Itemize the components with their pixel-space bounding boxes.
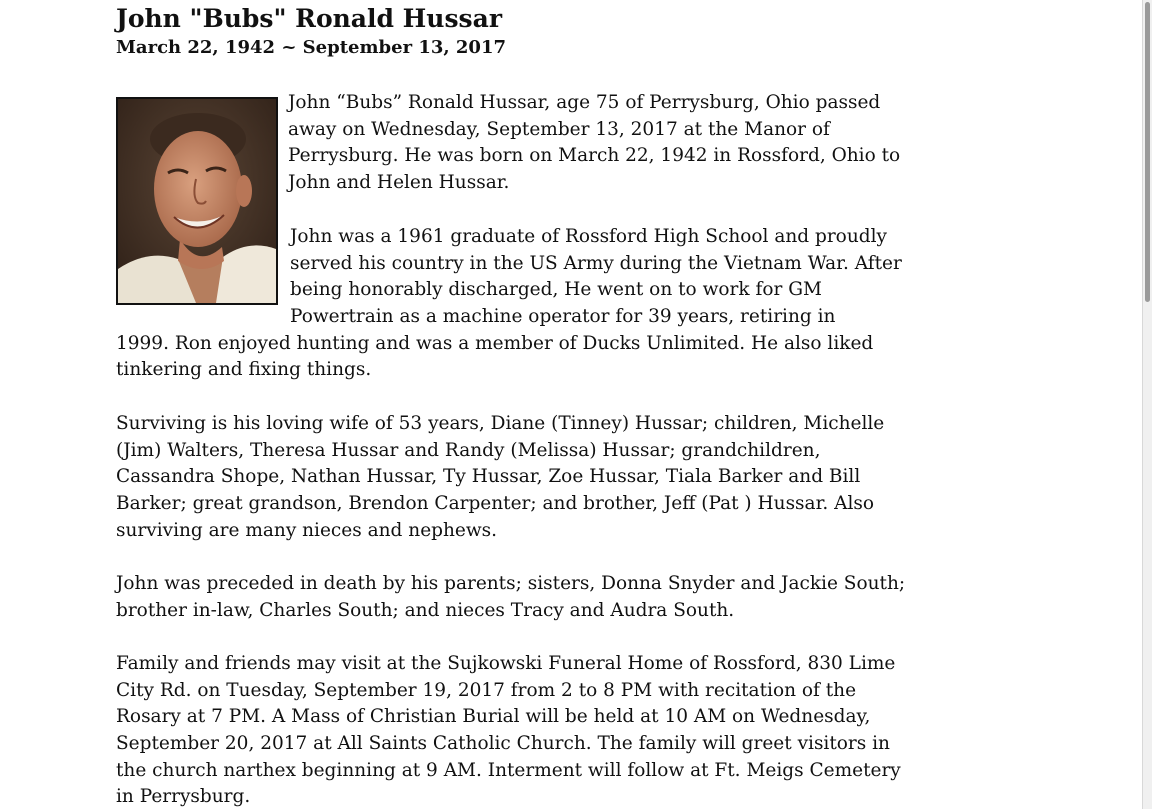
text-line: Cassandra Shope, Nathan Hussar, Ty Hussar, Zoe Hussar, Tiala Barker and Bill [116, 466, 861, 488]
text-line: being honorably discharged, He went on to work for GM [290, 279, 822, 301]
text-line: City Rd. on Tuesday, September 19, 2017 from 2 to 8 PM with recitation of the [116, 679, 857, 701]
text-line: Powertrain as a machine operator for 39 years, retiring in [290, 306, 836, 328]
text-line: the church narthex beginning at 9 AM. Interment will follow at Ft. Meigs Cemetery [116, 759, 901, 781]
text-line: in Perrysburg. [116, 786, 251, 808]
text-line: John was a 1961 graduate of Rossford High School and proudly [290, 226, 887, 247]
text-line: Rosary at 7 PM. A Mass of Christian Burial will be held at 10 AM on Wednesday, [116, 706, 871, 728]
paragraph-services [116, 651, 956, 811]
text-line: Family and friends may visit at the Sujkowski Funeral Home of Rossford, 830 Lime [116, 653, 896, 674]
life-dates: March 22, 1942 ~ September 13, 2017 [116, 37, 506, 58]
text-line: (Jim) Walters, Theresa Hussar and Randy (Melissa) Hussar; grandchildren, [116, 439, 821, 461]
text-line: John “Bubs” Ronald Hussar, age 75 of Perrysburg, Ohio passed [288, 92, 881, 113]
text-line: John and Helen Hussar. [288, 172, 510, 194]
text-line: Perrysburg. He was born on March 22, 1942 in Rossford, Ohio to [288, 145, 901, 167]
paragraph-survivors [116, 411, 956, 544]
paragraph-career [116, 224, 956, 384]
text-line: 1999. Ron enjoyed hunting and was a member of Ducks Unlimited. He also liked [116, 332, 874, 354]
text-line: tinkering and fixing things. [116, 359, 372, 381]
text-line: John was preceded in death by his parents; sisters, Donna Snyder and Jackie South; [116, 573, 906, 594]
obituary-title: John "Bubs" Ronald Hussar [116, 4, 502, 33]
text-line: September 20, 2017 at All Saints Catholic Church. The family will greet visitors in [116, 733, 890, 755]
paragraph-preceded [116, 571, 956, 624]
text-line: surviving are many nieces and nephews. [116, 519, 498, 541]
text-line: brother in-law, Charles South; and nieces Tracy and Audra South. [116, 599, 735, 621]
paragraph-intro [116, 90, 956, 197]
text-line: away on Wednesday, September 13, 2017 at the Manor of [288, 118, 830, 140]
vertical-scrollbar[interactable] [1142, 0, 1152, 809]
text-line: Barker; great grandson, Brendon Carpenter; and brother, Jeff (Pat ) Hussar. Also [116, 493, 875, 515]
text-line: served his country in the US Army during the Vietnam War. After [290, 252, 902, 274]
text-line: Surviving is his loving wife of 53 years, Diane (Tinney) Hussar; children, Michelle [116, 413, 885, 434]
scrollbar-thumb[interactable] [1145, 2, 1150, 302]
